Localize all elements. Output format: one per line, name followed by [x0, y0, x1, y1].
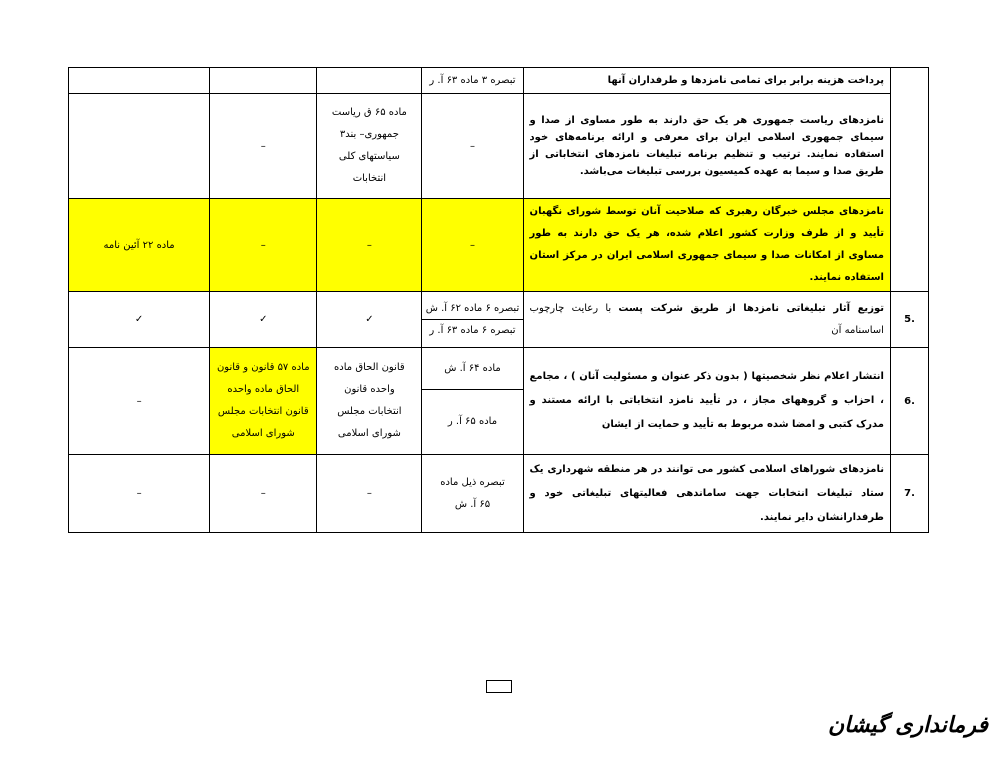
- check-icon: ✓: [69, 292, 210, 348]
- regulations-table: [68, 67, 929, 533]
- row-description-text: هر یک حق دارند به طور مساوی از صدا و سیمای جمهوری اسلامی ایران برای معرفی و ارائه برنامه‌های خود استفاده نمایند. ترتیب و تنظیم برنامه تبلیغات نامزدهای انتخاباتی از طریق صدا و سیما به عهده کمیسیون بررسی تبلیغات می‌باشد.: [529, 115, 884, 177]
- reference-cell: ماده ۵۷ قانون و قانون الحاق ماده واحده قانون انتخابات مجلس شورای اسلامی: [210, 348, 317, 455]
- reference-cell: تبصره ۳ ماده ۶۳ آ. ر: [422, 68, 523, 94]
- row-description-bold: نامزدهای شوراهای اسلامی کشور: [717, 463, 884, 475]
- row-description: [523, 199, 890, 292]
- reference-cell: –: [210, 199, 317, 292]
- table-row: [69, 455, 929, 533]
- row-number: .5: [890, 292, 928, 348]
- reference-cell: تبصره ذیل ماده ۶۵ آ. ش: [422, 455, 523, 533]
- table-row: [69, 199, 929, 292]
- row-number-cell: [890, 68, 928, 292]
- reference-cell: –: [422, 94, 523, 199]
- row-description-text: می توانند در: [647, 463, 718, 475]
- check-icon: ✓: [210, 292, 317, 348]
- reference-subtable: [422, 349, 522, 453]
- reference-cell: –: [69, 348, 210, 455]
- page-number: [486, 680, 512, 693]
- table-row: [69, 94, 929, 199]
- row-number: .6: [890, 348, 928, 455]
- reference-cell: [69, 68, 210, 94]
- reference-cell: ماده ۲۲ آئین نامه: [69, 199, 210, 292]
- reference-cell: –: [210, 455, 317, 533]
- row-description: [523, 292, 890, 348]
- reference-line: تبصره ۶ ماده ۶۳ آ. ر: [429, 325, 516, 336]
- reference-cell: –: [422, 199, 523, 292]
- row-number: .7: [890, 455, 928, 533]
- reference-line: تبصره ۶ ماده ۶۲ آ. ش: [422, 298, 522, 320]
- row-description-bold: انتشار اعلام نظر شخصیتها: [751, 371, 884, 382]
- row-description: [523, 455, 890, 533]
- reference-cell: –: [210, 94, 317, 199]
- row-description-text: که صلاحیت آنان توسط شورای نگهبان تأیید و از طرف وزارت کشور اعلام شده، هر یک حق دارند به طور مساوی از امکانات صدا و سیمای جمهوری اسلامی ایران در مرکز استان استفاده نمایند.: [529, 206, 884, 283]
- row-description: [523, 94, 890, 199]
- reference-cell: [422, 292, 523, 348]
- row-description: [523, 348, 890, 455]
- reference-cell: –: [317, 199, 422, 292]
- row-description-bold: نامزدهای مجلس خبرگان رهبری: [725, 206, 884, 217]
- row-description-bold: نامزدهای ریاست جمهوری: [752, 115, 884, 126]
- row-description-text: ( بدون ذکر عنوان و مسئولیت آنان ) ، مجامع ، احزاب و گروههای مجاز ، در تأیید نامزد انتخاباتی با ارائه مستند و مدرک کتبی و امضا شده مربوط به تأیید و حمایت از ایشان: [529, 371, 884, 430]
- reference-cell: –: [69, 455, 210, 533]
- reference-cell: [69, 94, 210, 199]
- row-description-text: جهت ساماندهی فعالیتهای تبلیغاتی خود و طرفدارانشان دایر نمایند.: [529, 487, 884, 523]
- reference-cell: –: [317, 455, 422, 533]
- check-icon: ✓: [317, 292, 422, 348]
- reference-cell: [317, 68, 422, 94]
- table-row: [69, 68, 929, 94]
- reference-line: ماده ۶۴ آ. ش: [422, 349, 522, 389]
- table-row: [69, 292, 929, 348]
- reference-cell: ماده ۶۵ ق ریاست جمهوری– بند۳ سیاستهای کلی انتخابات: [317, 94, 422, 199]
- row-description-bold: توزیع آثار تبلیغاتی نامزدها از طریق شرکت پست: [618, 302, 884, 314]
- row-description-text: با رعایت چارچوب اساسنامه آن: [529, 302, 884, 336]
- reference-cell: قانون الحاق ماده واحده قانون انتخابات مجلس شورای اسلامی: [317, 348, 422, 455]
- logo: فرمانداری گیشان: [827, 712, 988, 738]
- row-description-text: پرداخت هزینه برابر برای تمامی نامزدها و طرفداران آنها: [607, 75, 884, 86]
- row-description-bold: هر منطقه شهرداری یک ستاد تبلیغات انتخابات: [529, 463, 884, 499]
- reference-cell: [422, 348, 523, 455]
- row-description: [523, 68, 890, 94]
- reference-cell: [210, 68, 317, 94]
- reference-subtable: [422, 298, 522, 341]
- table-row: [69, 348, 929, 455]
- reference-line: ماده ۶۵ آ. ر: [447, 415, 498, 427]
